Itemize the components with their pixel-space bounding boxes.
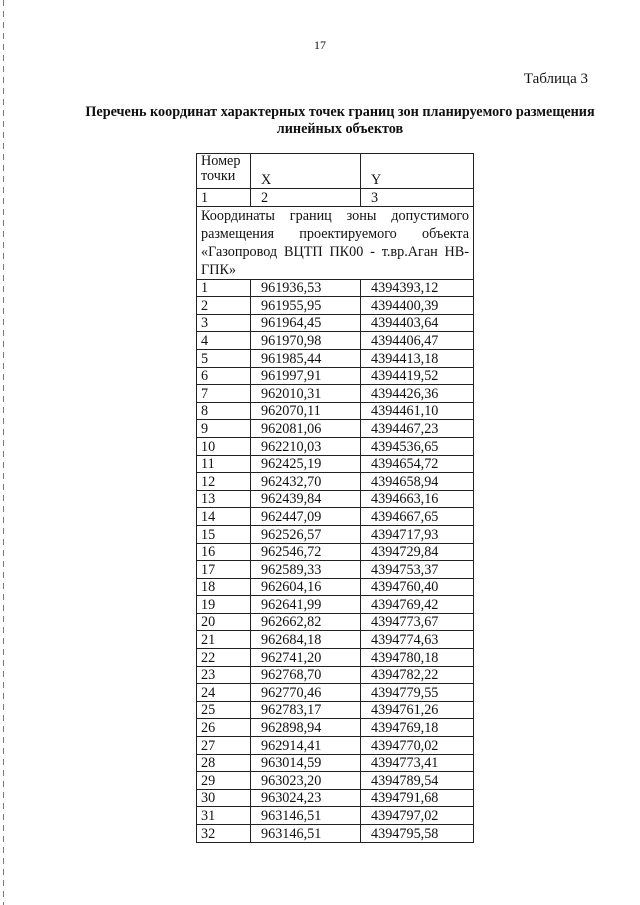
y-coordinate-cell: 4394774,63 bbox=[361, 631, 474, 649]
point-number-cell: 10 bbox=[197, 437, 251, 455]
point-number-cell: 7 bbox=[197, 385, 251, 403]
page-number: 17 bbox=[314, 38, 326, 52]
point-number-cell: 28 bbox=[197, 754, 251, 772]
table-row bbox=[197, 684, 474, 702]
table-row bbox=[197, 631, 474, 649]
x-coordinate-cell: 962641,99 bbox=[251, 596, 361, 614]
x-coordinate-cell: 962770,46 bbox=[251, 684, 361, 702]
y-coordinate-cell: 4394413,18 bbox=[361, 349, 474, 367]
point-number-cell: 13 bbox=[197, 490, 251, 508]
y-coordinate-cell: 4394795,58 bbox=[361, 825, 474, 843]
x-coordinate-cell: 962432,70 bbox=[251, 473, 361, 491]
point-number-cell: 26 bbox=[197, 719, 251, 737]
x-coordinate-cell: 962662,82 bbox=[251, 613, 361, 631]
x-coordinate-cell: 962210,03 bbox=[251, 437, 361, 455]
table-row bbox=[197, 420, 474, 438]
y-coordinate-cell: 4394654,72 bbox=[361, 455, 474, 473]
point-number-cell: 24 bbox=[197, 684, 251, 702]
x-coordinate-cell: 962439,84 bbox=[251, 490, 361, 508]
point-number-cell: 23 bbox=[197, 666, 251, 684]
x-coordinate-cell: 962526,57 bbox=[251, 525, 361, 543]
y-coordinate-cell: 4394536,65 bbox=[361, 437, 474, 455]
y-coordinate-cell: 4394426,36 bbox=[361, 385, 474, 403]
table-row bbox=[197, 297, 474, 315]
point-number-cell: 19 bbox=[197, 596, 251, 614]
y-coordinate-cell: 4394780,18 bbox=[361, 649, 474, 667]
y-coordinate-cell: 4394658,94 bbox=[361, 473, 474, 491]
point-number-cell: 1 bbox=[197, 279, 251, 297]
x-coordinate-cell: 961955,95 bbox=[251, 297, 361, 315]
table-row bbox=[197, 754, 474, 772]
x-coordinate-cell: 962425,19 bbox=[251, 455, 361, 473]
x-coordinate-cell: 962589,33 bbox=[251, 561, 361, 579]
y-coordinate-cell: 4394782,22 bbox=[361, 666, 474, 684]
header-row bbox=[197, 154, 474, 189]
table-row bbox=[197, 737, 474, 755]
header-y: Y bbox=[361, 154, 474, 189]
y-coordinate-cell: 4394663,16 bbox=[361, 490, 474, 508]
y-coordinate-cell: 4394797,02 bbox=[361, 807, 474, 825]
y-coordinate-cell: 4394419,52 bbox=[361, 367, 474, 385]
point-number-cell: 30 bbox=[197, 789, 251, 807]
x-coordinate-cell: 962783,17 bbox=[251, 701, 361, 719]
table-row bbox=[197, 772, 474, 790]
y-coordinate-cell: 4394779,55 bbox=[361, 684, 474, 702]
x-coordinate-cell: 961985,44 bbox=[251, 349, 361, 367]
x-coordinate-cell: 963024,23 bbox=[251, 789, 361, 807]
x-coordinate-cell: 962604,16 bbox=[251, 578, 361, 596]
table-row bbox=[197, 825, 474, 843]
y-coordinate-cell: 4394760,40 bbox=[361, 578, 474, 596]
y-coordinate-cell: 4394717,93 bbox=[361, 525, 474, 543]
point-number-cell: 11 bbox=[197, 455, 251, 473]
point-number-cell: 2 bbox=[197, 297, 251, 315]
x-coordinate-cell: 961936,53 bbox=[251, 279, 361, 297]
y-coordinate-cell: 4394773,67 bbox=[361, 613, 474, 631]
table-row bbox=[197, 719, 474, 737]
x-coordinate-cell: 962898,94 bbox=[251, 719, 361, 737]
coordinates-table bbox=[196, 153, 474, 843]
table-row bbox=[197, 613, 474, 631]
x-coordinate-cell: 962546,72 bbox=[251, 543, 361, 561]
table-row bbox=[197, 543, 474, 561]
y-coordinate-cell: 4394753,37 bbox=[361, 561, 474, 579]
table-row bbox=[197, 525, 474, 543]
section-title: Координаты границ зоны допустимого размещения проектируемого объекта «Газопровод ВЦТП ПК00 - т.вр.Аган НВ-ГПК» bbox=[197, 206, 474, 279]
table-row bbox=[197, 701, 474, 719]
point-number-cell: 5 bbox=[197, 349, 251, 367]
x-coordinate-cell: 963146,51 bbox=[251, 825, 361, 843]
point-number-cell: 17 bbox=[197, 561, 251, 579]
point-number-cell: 31 bbox=[197, 807, 251, 825]
coordinates-table-body bbox=[197, 154, 474, 843]
point-number-cell: 32 bbox=[197, 825, 251, 843]
table-label: Таблица 3 bbox=[523, 71, 588, 87]
table-row bbox=[197, 666, 474, 684]
x-coordinate-cell: 962447,09 bbox=[251, 508, 361, 526]
y-coordinate-cell: 4394403,64 bbox=[361, 314, 474, 332]
y-coordinate-cell: 4394789,54 bbox=[361, 772, 474, 790]
table-row bbox=[197, 649, 474, 667]
document-title: Перечень координат характерных точек границ зон планируемого размещения линейных объектов bbox=[85, 104, 595, 137]
x-coordinate-cell: 962768,70 bbox=[251, 666, 361, 684]
table-row bbox=[197, 596, 474, 614]
table-row bbox=[197, 473, 474, 491]
y-coordinate-cell: 4394770,02 bbox=[361, 737, 474, 755]
x-coordinate-cell: 962010,31 bbox=[251, 385, 361, 403]
y-coordinate-cell: 4394773,41 bbox=[361, 754, 474, 772]
table-row bbox=[197, 807, 474, 825]
point-number-cell: 4 bbox=[197, 332, 251, 350]
table-row bbox=[197, 561, 474, 579]
table-row bbox=[197, 578, 474, 596]
x-coordinate-cell: 963014,59 bbox=[251, 754, 361, 772]
x-coordinate-cell: 961997,91 bbox=[251, 367, 361, 385]
table-row bbox=[197, 490, 474, 508]
table-row bbox=[197, 367, 474, 385]
x-coordinate-cell: 963023,20 bbox=[251, 772, 361, 790]
table-row bbox=[197, 437, 474, 455]
x-coordinate-cell: 961970,98 bbox=[251, 332, 361, 350]
point-number-cell: 15 bbox=[197, 525, 251, 543]
header-x: X bbox=[251, 154, 361, 189]
table-row bbox=[197, 455, 474, 473]
x-coordinate-cell: 963146,51 bbox=[251, 807, 361, 825]
y-coordinate-cell: 4394467,23 bbox=[361, 420, 474, 438]
y-coordinate-cell: 4394769,18 bbox=[361, 719, 474, 737]
index-cell: 2 bbox=[251, 189, 361, 207]
index-row bbox=[197, 189, 474, 207]
y-coordinate-cell: 4394406,47 bbox=[361, 332, 474, 350]
point-number-cell: 22 bbox=[197, 649, 251, 667]
point-number-cell: 21 bbox=[197, 631, 251, 649]
point-number-cell: 25 bbox=[197, 701, 251, 719]
point-number-cell: 6 bbox=[197, 367, 251, 385]
x-coordinate-cell: 962741,20 bbox=[251, 649, 361, 667]
table-row bbox=[197, 314, 474, 332]
point-number-cell: 8 bbox=[197, 402, 251, 420]
scan-edge bbox=[3, 0, 4, 905]
y-coordinate-cell: 4394400,39 bbox=[361, 297, 474, 315]
table-row bbox=[197, 385, 474, 403]
y-coordinate-cell: 4394667,65 bbox=[361, 508, 474, 526]
point-number-cell: 12 bbox=[197, 473, 251, 491]
table-row bbox=[197, 789, 474, 807]
point-number-cell: 18 bbox=[197, 578, 251, 596]
table-row bbox=[197, 349, 474, 367]
point-number-cell: 29 bbox=[197, 772, 251, 790]
y-coordinate-cell: 4394729,84 bbox=[361, 543, 474, 561]
y-coordinate-cell: 4394791,68 bbox=[361, 789, 474, 807]
point-number-cell: 3 bbox=[197, 314, 251, 332]
index-cell: 1 bbox=[197, 189, 251, 207]
x-coordinate-cell: 962070,11 bbox=[251, 402, 361, 420]
y-coordinate-cell: 4394393,12 bbox=[361, 279, 474, 297]
table-row bbox=[197, 332, 474, 350]
table-row bbox=[197, 402, 474, 420]
point-number-cell: 27 bbox=[197, 737, 251, 755]
header-num: Номер точки bbox=[197, 154, 251, 189]
x-coordinate-cell: 962914,41 bbox=[251, 737, 361, 755]
y-coordinate-cell: 4394761,26 bbox=[361, 701, 474, 719]
point-number-cell: 9 bbox=[197, 420, 251, 438]
point-number-cell: 20 bbox=[197, 613, 251, 631]
x-coordinate-cell: 962684,18 bbox=[251, 631, 361, 649]
point-number-cell: 14 bbox=[197, 508, 251, 526]
x-coordinate-cell: 961964,45 bbox=[251, 314, 361, 332]
index-cell: 3 bbox=[361, 189, 474, 207]
table-row bbox=[197, 279, 474, 297]
section-row bbox=[197, 206, 474, 279]
y-coordinate-cell: 4394461,10 bbox=[361, 402, 474, 420]
x-coordinate-cell: 962081,06 bbox=[251, 420, 361, 438]
table-row bbox=[197, 508, 474, 526]
y-coordinate-cell: 4394769,42 bbox=[361, 596, 474, 614]
point-number-cell: 16 bbox=[197, 543, 251, 561]
